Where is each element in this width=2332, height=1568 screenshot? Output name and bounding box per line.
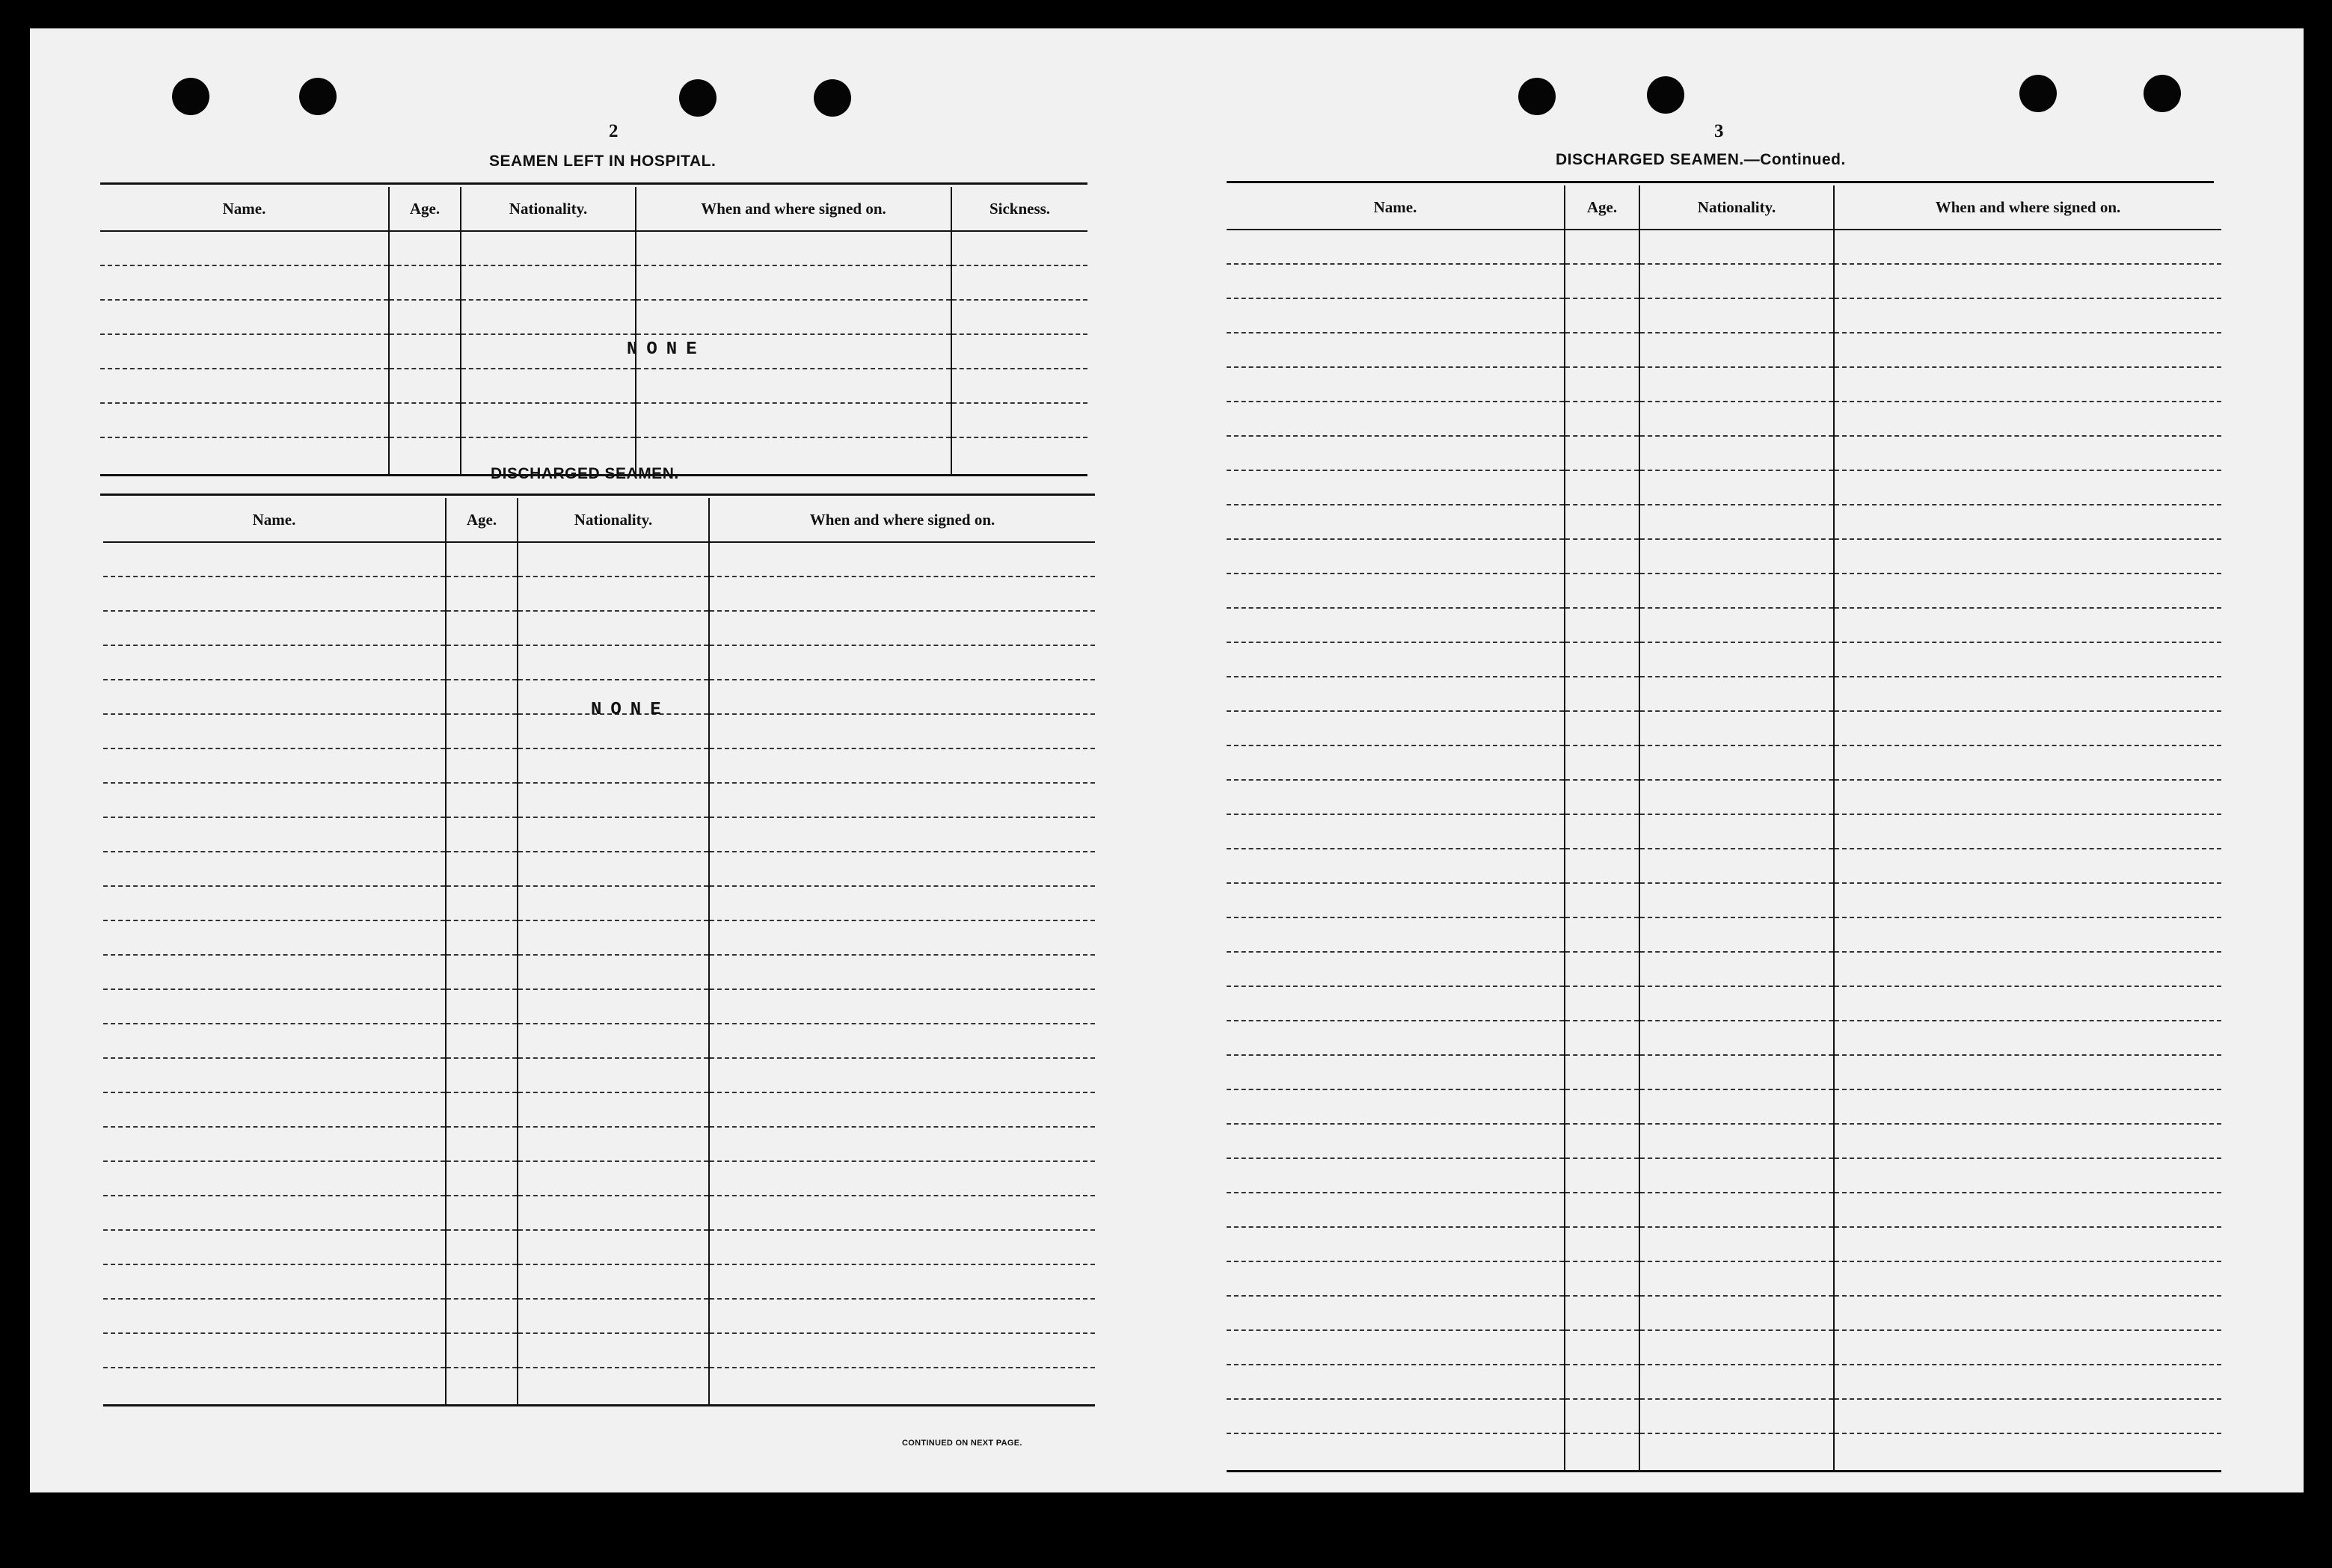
table-row xyxy=(1227,230,2221,264)
table-row xyxy=(103,1333,1095,1368)
table-row xyxy=(1227,1055,2221,1089)
column-header-name: Name. xyxy=(100,187,389,231)
table-row xyxy=(1227,1433,2221,1471)
table-row xyxy=(1227,1124,2221,1158)
table-row xyxy=(103,1368,1095,1405)
table-row xyxy=(103,1299,1095,1333)
table-row xyxy=(1227,1296,2221,1330)
table-row xyxy=(103,817,1095,852)
table-row xyxy=(1227,1193,2221,1227)
table-row xyxy=(1227,1261,2221,1296)
table-row xyxy=(103,1024,1095,1058)
table-row xyxy=(103,852,1095,886)
table-row xyxy=(103,645,1095,680)
column-header-name: Name. xyxy=(103,498,446,542)
table-row xyxy=(103,577,1095,611)
table-row xyxy=(103,1264,1095,1299)
table-row xyxy=(103,748,1095,783)
table-row xyxy=(103,542,1095,577)
continued-note: CONTINUED ON NEXT PAGE. xyxy=(902,1439,1022,1448)
discharged-none-entry: NONE xyxy=(591,700,670,720)
table-row xyxy=(103,1092,1095,1127)
table-row xyxy=(1227,505,2221,539)
table-row xyxy=(103,1058,1095,1092)
document-sheet xyxy=(30,28,2304,1492)
table-row xyxy=(103,1161,1095,1196)
table-row xyxy=(100,231,1087,265)
table-row xyxy=(103,886,1095,920)
hospital-section-title: SEAMEN LEFT IN HOSPITAL. xyxy=(489,153,717,170)
table-header-row xyxy=(1227,185,2221,230)
table-row xyxy=(100,300,1087,334)
table-row xyxy=(1227,849,2221,883)
table-row xyxy=(1227,780,2221,814)
table-row xyxy=(1227,677,2221,711)
table-row xyxy=(1227,952,2221,986)
hospital-top-rule xyxy=(100,182,1087,185)
table-row xyxy=(1227,539,2221,574)
table-row xyxy=(1227,470,2221,505)
table-row xyxy=(103,920,1095,955)
discharged-top-rule xyxy=(100,494,1095,496)
page-number: 2 xyxy=(609,121,619,141)
table-row xyxy=(1227,1089,2221,1124)
hospital-none-entry: NONE xyxy=(627,339,706,360)
table-row xyxy=(103,783,1095,817)
discharged-continued-title: DISCHARGED SEAMEN.—Continued. xyxy=(1556,151,1846,168)
table-row xyxy=(1227,883,2221,917)
column-header-age: Age. xyxy=(446,498,518,542)
table-row xyxy=(1227,711,2221,745)
left-page xyxy=(100,88,1132,1449)
discharged-section-title: DISCHARGED SEAMEN. xyxy=(491,465,679,482)
table-row xyxy=(100,403,1087,437)
table-header-row xyxy=(100,187,1087,231)
table-row xyxy=(1227,1158,2221,1193)
table-row xyxy=(1227,436,2221,470)
table-row xyxy=(1227,402,2221,436)
table-row xyxy=(1227,814,2221,849)
discharged-table xyxy=(103,498,1095,1406)
column-header-age: Age. xyxy=(389,187,461,231)
table-row xyxy=(1227,1399,2221,1433)
table-row xyxy=(1227,642,2221,677)
table-row xyxy=(1227,264,2221,298)
table-row xyxy=(103,1127,1095,1161)
right-page xyxy=(1227,88,2274,1449)
table-row xyxy=(1227,1365,2221,1399)
table-row xyxy=(1227,1227,2221,1261)
table-row xyxy=(1227,986,2221,1021)
table-header-row xyxy=(103,498,1095,542)
page-number: 3 xyxy=(1714,121,1724,141)
table-row xyxy=(1227,608,2221,642)
table-row xyxy=(100,334,1087,369)
table-row xyxy=(103,611,1095,645)
table-row xyxy=(103,1230,1095,1264)
hospital-table xyxy=(100,187,1087,476)
table-row xyxy=(100,369,1087,403)
table-row xyxy=(1227,298,2221,333)
table-row xyxy=(100,265,1087,300)
table-row xyxy=(103,1196,1095,1230)
column-header-name: Name. xyxy=(1227,185,1565,230)
table-row xyxy=(1227,367,2221,402)
column-header-nationality: Nationality. xyxy=(1639,185,1834,230)
table-row xyxy=(1227,333,2221,367)
table-row xyxy=(1227,1330,2221,1365)
column-header-signed-on: When and where signed on. xyxy=(1834,185,2221,230)
column-header-nationality: Nationality. xyxy=(518,498,709,542)
column-header-age: Age. xyxy=(1565,185,1639,230)
column-header-signed-on: When and where signed on. xyxy=(709,498,1095,542)
table-row xyxy=(1227,917,2221,952)
column-header-nationality: Nationality. xyxy=(461,187,636,231)
discharged-continued-table xyxy=(1227,185,2221,1472)
table-row xyxy=(103,955,1095,989)
table-row xyxy=(1227,1021,2221,1055)
discharged-continued-top-rule xyxy=(1227,181,2214,183)
column-header-sickness: Sickness. xyxy=(951,187,1087,231)
table-row xyxy=(1227,574,2221,608)
table-row xyxy=(1227,745,2221,780)
column-header-signed-on: When and where signed on. xyxy=(636,187,951,231)
table-row xyxy=(103,989,1095,1024)
